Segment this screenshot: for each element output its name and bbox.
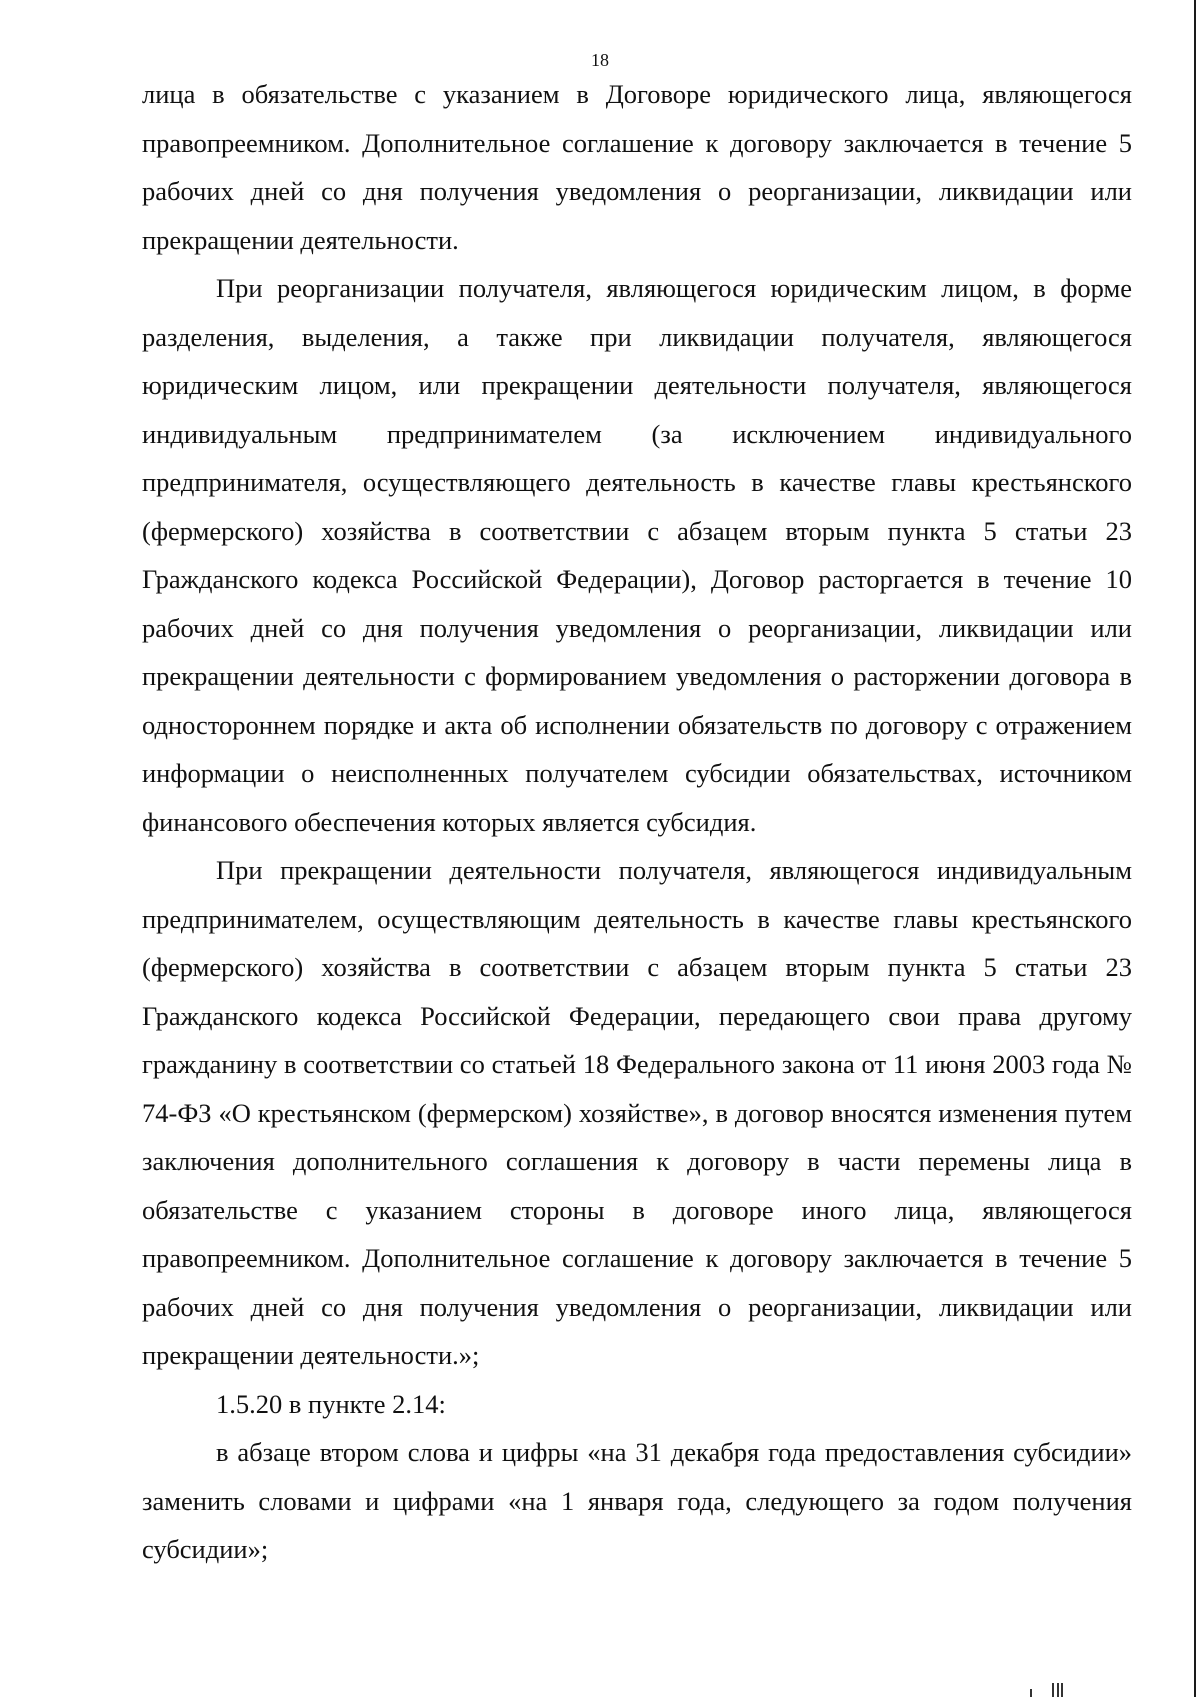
scan-marks [1030,1678,1100,1697]
paragraph-termination: При прекращении деятельности получателя, являющегося индивидуальным предпринимателем, осуществляющим деятельность в качестве главы крестьянского (фермерского) хозяйства в соответствии с абзацем вторым пункта 5 статьи 23 Гражданского кодекса Российской Федерации, передающего свои права другому гражданину в соответствии со статьей 18 Федерального закона от 11 июня 2003 года № 74-ФЗ «О крестьянском (фермерском) хозяйстве», в договор вносятся изменения путем заключения дополнительного соглашения к договору в части перемены лица в обязательстве с указанием стороны в договоре иного лица, являющегося правопреемником. Дополнительное соглашение к договору заключается в течение 5 рабочих дней со дня получения уведомления о реорганизации, ликвидации или прекращении деятельности.»; [142,855,1132,1370]
paragraph-reorganization: При реорганизации получателя, являющегося юридическим лицом, в форме разделения, выделения, а также при ликвидации получателя, являющегося юридическим лицом, или прекращении деятельности получателя, являющегося индивидуальным предпринимателем (за исключением индивидуального предпринимателя, осуществляющего деятельность в качестве главы крестьянского (фермерского) хозяйства в соответствии с абзацем вторым пункта 5 статьи 23 Гражданского кодекса Российской Федерации), Договор расторгается в течение 10 рабочих дней со дня получения уведомления о реорганизации, ликвидации или прекращении деятельности с формированием уведомления о расторжении договора в одностороннем порядке и акта об исполнении обязательств по договору с отражением информации о неисполненных получателем субсидии обязательствах, источником финансового обеспечения которых является субсидия. [142,273,1132,837]
paragraph-item-1-5-20: 1.5.20 в пункте 2.14: [216,1388,446,1419]
scan-edge-line [1194,0,1196,1697]
paragraph-continuation: лица в обязательстве с указанием в Договоре юридического лица, являющегося правопреемником. Дополнительное соглашение к договору заключается в течение 5 рабочих дней со дня получения уведомления о реорганизации, ликвидации или прекращении деятельности. [142,79,1132,255]
page-number: 18 [591,50,609,70]
paragraph-amendment: в абзаце втором слова и цифры «на 31 декабря года предоставления субсидии» заменить словами и цифрами «на 1 января года, следующего за годом получения субсидии»; [142,1437,1132,1564]
document-body [142,70,1132,1574]
